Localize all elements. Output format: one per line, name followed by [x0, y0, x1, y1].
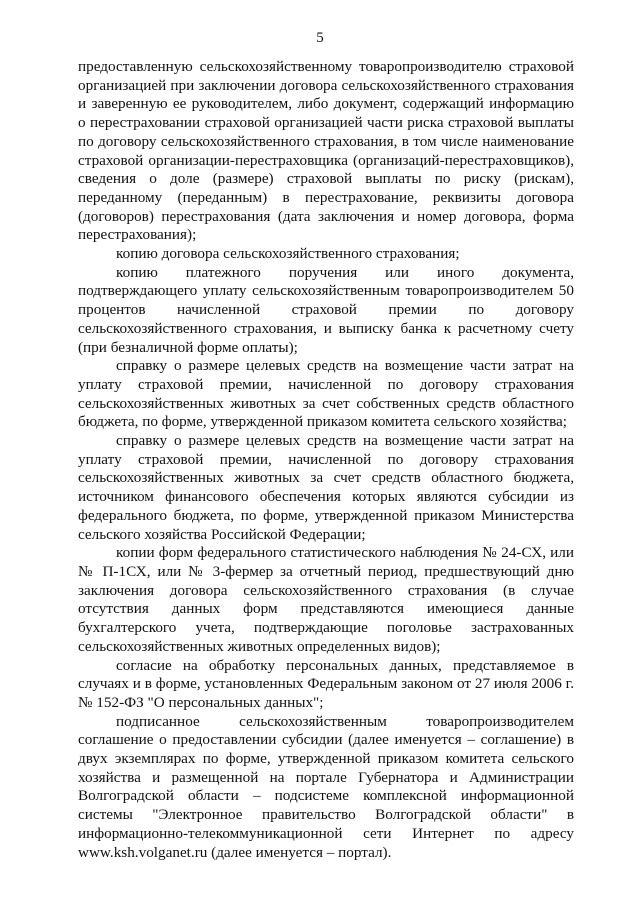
- paragraph-continuation: предоставленную сельскохозяйственному товаропроизводителю страховой организацией при заключении договора сельскохозяйственного страхования и заверенную ее руководителем, либо документ, содержащий информацию о перестраховании страховой организацией части риска страховой выплаты по договору сельскохозяйственного страхования, в том числе наименование страховой организации-перестраховщика (организаций-перестраховщиков), сведения о доле (размере) страховой выплаты по риску (рискам), переданному (переданным) в перестрахование, реквизиты договора (договоров) перестрахования (дата заключения и номер договора, форма перестрахования);: [78, 58, 574, 244]
- page-number: 5: [316, 30, 324, 46]
- paragraph-subsidy-agreement: подписанное сельскохозяйственным товаропроизводителем соглашение о предоставлении субсидии (далее именуется – соглашение) в двух экземплярах по форме, утвержденной приказом комитета сельского хозяйства и размещенной на портале Губернатора и Администрации Волгоградской области – подсистеме комплексной информационной системы "Электронное правительство Волгоградской области" в информационно-телекоммуникационной сети Интернет по адресу www.ksh.volganet.ru (далее именуется – портал).: [78, 712, 574, 861]
- paragraph-statistical-forms-copies: копии форм федерального статистического наблюдения № 24-СХ, или № П-1СХ, или № 3-фермер за отчетный период, предшествующий дню заключения договора сельскохозяйственного страхования (в случае отсутствия данных форм представляются имеющиеся данные бухгалтерского учета, подтверждающие поголовье застрахованных сельскохозяйственных животных определенных видов);: [78, 544, 574, 655]
- paragraph-regional-funds-certificate: справку о размере целевых средств на возмещение части затрат на уплату страховой премии, начисленной по договору страхования сельскохозяйственных животных за счет собственных средств областного бюджета, по форме, утвержденной приказом комитета сельского хозяйства;: [78, 357, 574, 431]
- paragraph-payment-order-copy: копию платежного поручения или иного документа, подтверждающего уплату сельскохозяйственным товаропроизводителем 50 процентов начисленной страховой премии по договору сельскохозяйственного страхования, и выписку банка к расчетному счету (при безналичной форме оплаты);: [78, 263, 574, 356]
- paragraph-insurance-contract-copy: копию договора сельскохозяйственного страхования;: [116, 245, 460, 263]
- paragraph-federal-funds-certificate: справку о размере целевых средств на возмещение части затрат на уплату страховой премии, начисленной по договору страхования сельскохозяйственных животных за счет средств областного бюджета, источником финансового обеспечения которых являются субсидии из федерального бюджета, по форме, утвержденной приказом Министерства сельского хозяйства Российской Федерации;: [78, 432, 574, 543]
- paragraph-personal-data-consent: согласие на обработку персональных данных, представляемое в случаях и в форме, установленных Федеральным законом от 27 июля 2006 г. № 152-ФЗ "О персональных данных";: [78, 656, 574, 711]
- document-body: [78, 58, 574, 862]
